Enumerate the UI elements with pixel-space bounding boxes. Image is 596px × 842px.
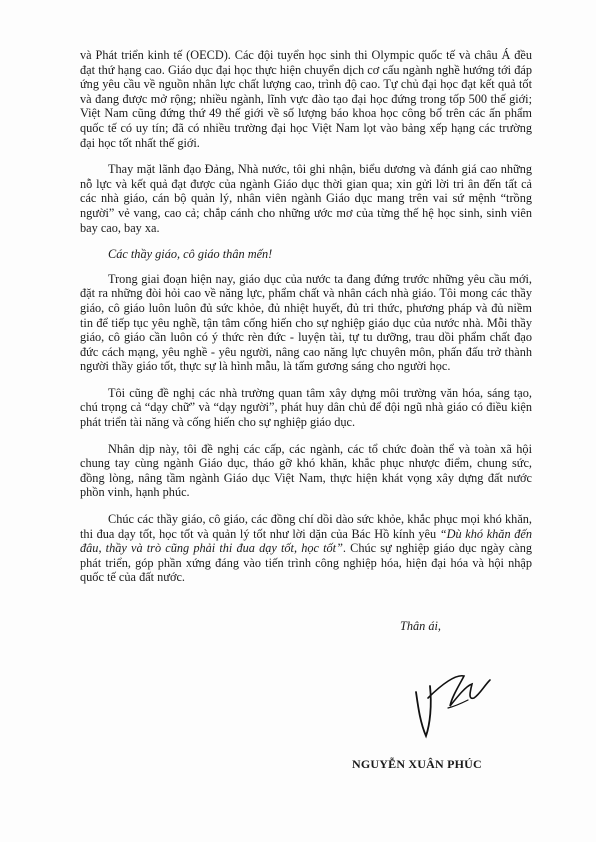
paragraph-achievements: và Phát triển kinh tế (OECD). Các đội tuyển học sinh thi Olympic quốc tế và châu Á đều đạt thứ hạng cao. Giáo dục đại học thực hiện chuyển dịch cơ cấu ngành nghề hướng tới đáp ứng yêu cầu về nguồn nhân lực chất lượng cao, trình độ cao. Tự chủ đại học đạt kết quả tốt và đang được mở rộng; nhiều ngành, lĩnh vực đào tạo đại học đứng trong tốp 500 thế giới; Việt Nam cũng đứng thứ 49 thế giới về số lượng báo khoa học công bố trên các ấn phẩm quốc tế có uy tín; đã có nhiều trường đại học Việt Nam lọt vào bảng xếp hạng các trường đại học tốt nhất thế giới.	[80, 48, 532, 150]
closing-line: Thân ái,	[400, 619, 441, 633]
salutation: Các thầy giáo, cô giáo thân mến!	[108, 247, 273, 262]
paragraph-wishes	[80, 512, 532, 585]
signer-name: NGUYỄN XUÂN PHÚC	[352, 757, 482, 771]
letter-body	[80, 48, 532, 597]
signature-image	[408, 662, 498, 742]
paragraph-society: Nhân dịp này, tôi đề nghị các cấp, các ngành, các tổ chức đoàn thể và toàn xã hội chung tay cùng ngành Giáo dục, tháo gỡ khó khăn, khắc phục nhược điểm, chung sức, đồng lòng, nâng tầm ngành Giáo dục Việt Nam, thực hiện khát vọng xây dựng đất nước phồn vinh, hạnh phúc.	[80, 441, 532, 500]
paragraph-schools: Tôi cũng đề nghị các nhà trường quan tâm xây dựng môi trường văn hóa, sáng tạo, chú trọng cả “dạy chữ” và “dạy người”, phát huy dân chủ để đội ngũ nhà giáo có điều kiện phát triển tài năng và cống hiến cho sự nghiệp giáo dục.	[80, 385, 532, 430]
paragraph-expectations: Trong giai đoạn hiện nay, giáo dục của nước ta đang đứng trước những yêu cầu mới, đặt ra những đòi hỏi cao về năng lực, phẩm chất và nhân cách nhà giáo. Tôi mong các thầy giáo, cô giáo luôn luôn đủ sức khỏe, đủ nhiệt huyết, đủ tri thức, phương pháp và đủ niềm tin để tiếp tục yêu nghề, tận tâm cống hiến cho sự nghiệp giáo dục của nước nhà. Mỗi thầy giáo, cô giáo cần luôn có ý thức rèn đức - luyện tài, tự tu dưỡng, trau dồi phẩm chất đạo đức cách mạng, yêu nghề - yêu người, nâng cao năng lực chuyên môn, phấn đấu trở thành người thầy giáo tốt, thực sự là hình mẫu, là tấm gương sáng cho người học.	[80, 271, 532, 374]
wishes-text-start: Chúc các thầy giáo, cô giáo, các đồng chí dồi dào sức khỏe, khắc phục mọi khó khăn, thi đua dạy tốt, học tốt và quản lý tốt như lời dặn của Bác Hồ kính yêu	[80, 512, 532, 541]
paragraph-recognition: Thay mặt lãnh đạo Đảng, Nhà nước, tôi ghi nhận, biểu dương và đánh giá cao những nỗ lực và kết quả đạt được của ngành Giáo dục thời gian qua; xin gửi lời tri ân đến tất cả các nhà giáo, cán bộ quản lý, nhân viên ngành Giáo dục mang trên vai sứ mệnh “trồng người” vẻ vang, cao cả; chắp cánh cho những ước mơ của từng thế hệ học sinh, sinh viên bay cao, bay xa.	[80, 162, 532, 235]
uncle-ho-quote: “Dù khó khăn đến đâu, thầy và trò cũng phải thi đua dạy tốt, học tốt”	[80, 526, 532, 556]
wishes-text-end: . Chúc sự nghiệp giáo dục ngày càng phát triển, góp phần xứng đáng vào tiến trình công nghiệp hóa, hiện đại hóa và hội nhập quốc tế của đất nước.	[80, 541, 532, 585]
